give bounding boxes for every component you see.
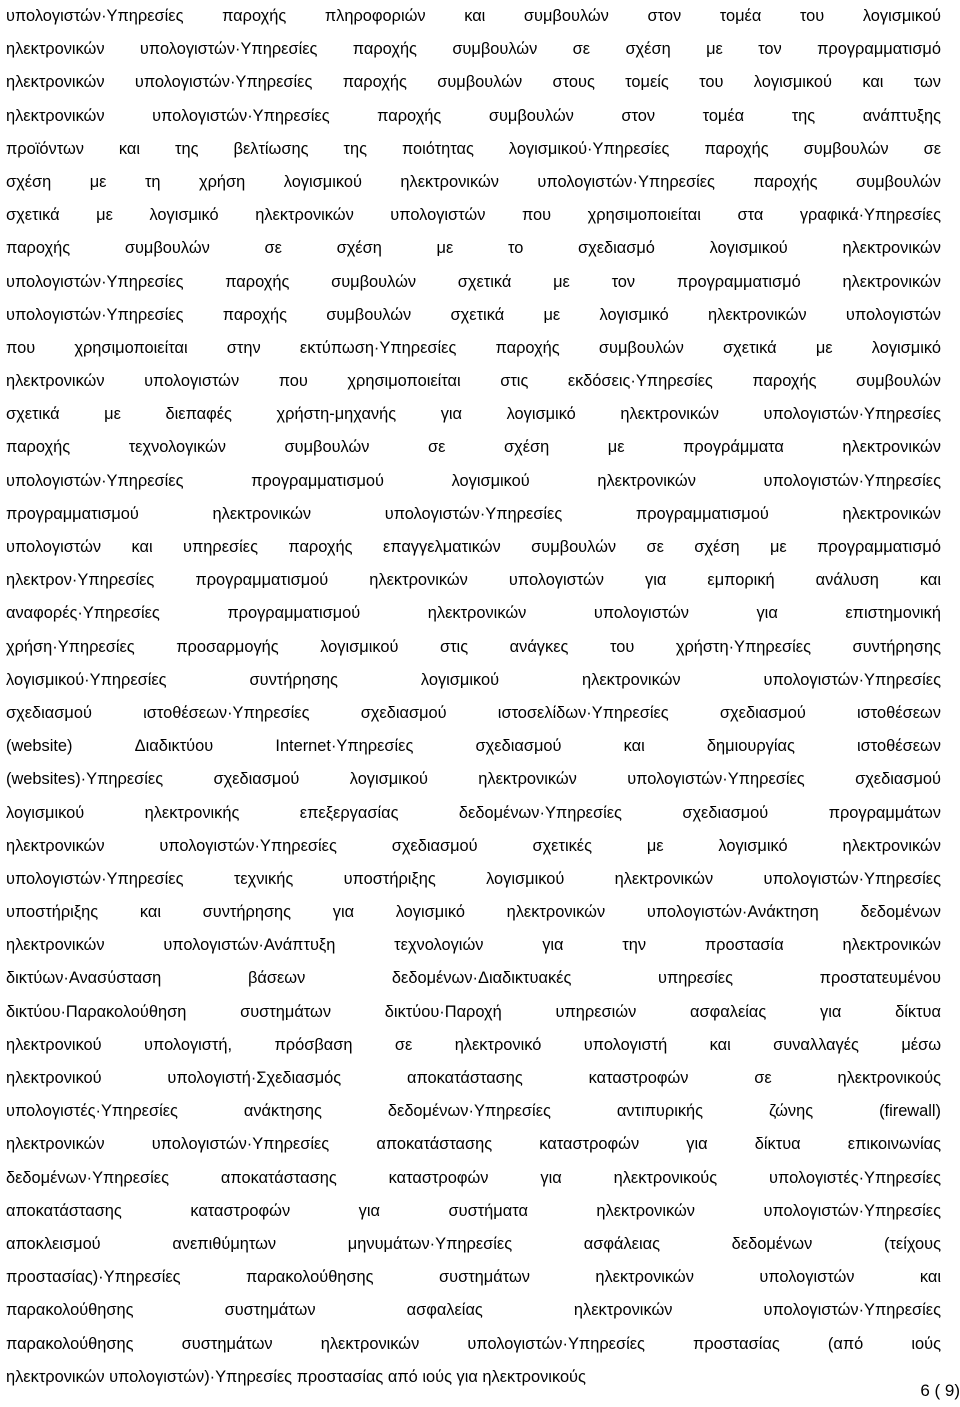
- text-line: αποκλεισμού ανεπιθύμητων μηνυμάτων·Υπηρεσίες ασφάλειας δεδομένων (τείχους: [6, 1234, 941, 1253]
- text-line: σχέση με τη χρήση λογισμικού ηλεκτρονικών υπολογιστών·Υπηρεσίες παροχής συμβουλών: [6, 172, 941, 191]
- text-line: λογισμικού ηλεκτρονικής επεξεργασίας δεδομένων·Υπηρεσίες σχεδιασμού προγραμμάτων: [6, 803, 941, 822]
- text-line: χρήση·Υπηρεσίες προσαρμογής λογισμικού στις ανάγκες του χρήστη·Υπηρεσίες συντήρησης: [6, 637, 941, 656]
- text-line: υποστήριξης και συντήρησης για λογισμικό ηλεκτρονικών υπολογιστών·Ανάκτηση δεδομένων: [6, 903, 941, 922]
- text-line: υπολογιστών·Υπηρεσίες παροχής πληροφοριών και συμβουλών στον τομέα του λογισμικού: [6, 7, 941, 25]
- text-line: σχετικά με λογισμικό ηλεκτρονικών υπολογιστών που χρησιμοποιείται στα γραφικά·Υπηρεσίες: [6, 206, 941, 225]
- text-line: ηλεκτρον·Υπηρεσίες προγραμματισμού ηλεκτρονικών υπολογιστών για εμπορική ανάλυση και: [6, 571, 941, 590]
- text-line: ηλεκτρονικών υπολογιστών·Υπηρεσίες παροχής συμβουλών στους τομείς του λογισμικού και των: [6, 73, 941, 92]
- text-line: προγραμματισμού ηλεκτρονικών υπολογιστών·Υπηρεσίες προγραμματισμού ηλεκτρονικών: [6, 504, 941, 523]
- text-line: ηλεκτρονικών υπολογιστών)·Υπηρεσίες προστασίας από ιούς για ηλεκτρονικούς: [6, 1367, 586, 1386]
- text-line: δεδομένων·Υπηρεσίες αποκατάστασης καταστροφών για ηλεκτρονικούς υπολογιστές·Υπηρεσίες: [6, 1168, 941, 1187]
- text-line: ηλεκτρονικών υπολογιστών·Υπηρεσίες παροχής συμβουλών στον τομέα της ανάπτυξης: [6, 106, 941, 125]
- text-line: (websites)·Υπηρεσίες σχεδιασμού λογισμικού ηλεκτρονικών υπολογιστών·Υπηρεσίες σχεδιασμού: [6, 770, 941, 789]
- text-line: λογισμικού·Υπηρεσίες συντήρησης λογισμικού ηλεκτρονικών υπολογιστών·Υπηρεσίες: [6, 670, 941, 689]
- text-line: (website) Διαδικτύου Internet·Υπηρεσίες σχεδιασμού και δημιουργίας ιστοθέσεων: [6, 737, 941, 756]
- text-line: ηλεκτρονικών υπολογιστών·Υπηρεσίες αποκατάστασης καταστροφών για δίκτυα επικοινωνίας: [6, 1135, 941, 1154]
- text-line: παρακολούθησης συστημάτων ηλεκτρονικών υπολογιστών·Υπηρεσίες προστασίας (από ιούς: [6, 1334, 941, 1353]
- text-line: σχετικά με διεπαφές χρήστη-μηχανής για λογισμικό ηλεκτρονικών υπολογιστών·Υπηρεσίες: [6, 405, 941, 424]
- text-line: ηλεκτρονικών υπολογιστών·Ανάπτυξη τεχνολογιών για την προστασία ηλεκτρονικών: [6, 936, 941, 955]
- text-line: παρακολούθησης συστημάτων ασφαλείας ηλεκτρονικών υπολογιστών·Υπηρεσίες: [6, 1301, 941, 1320]
- text-line: παροχής τεχνολογικών συμβουλών σε σχέση με προγράμματα ηλεκτρονικών: [6, 438, 941, 457]
- text-line: υπολογιστών·Υπηρεσίες τεχνικής υποστήριξης λογισμικού ηλεκτρονικών υπολογιστών·Υπηρεσίες: [6, 869, 941, 888]
- text-line: δικτύων·Ανασύσταση βάσεων δεδομένων·Διαδικτυακές υπηρεσίες προστατευμένου: [6, 969, 941, 988]
- text-line: προϊόντων και της βελτίωσης της ποιότητας λογισμικού·Υπηρεσίες παροχής συμβουλών σε: [6, 139, 941, 158]
- text-line: υπολογιστές·Υπηρεσίες ανάκτησης δεδομένων·Υπηρεσίες αντιπυρικής ζώνης (firewall): [6, 1102, 941, 1121]
- text-line: ηλεκτρονικού υπολογιστή·Σχεδιασμός αποκατάστασης καταστροφών σε ηλεκτρονικούς: [6, 1069, 941, 1087]
- text-line: ηλεκτρονικού υπολογιστή, πρόσβαση σε ηλεκτρονικό υπολογιστή και συναλλαγές μέσω: [6, 1035, 941, 1054]
- text-line: παροχής συμβουλών σε σχέση με το σχεδιασμό λογισμικού ηλεκτρονικών: [6, 239, 941, 258]
- document-body: [6, 0, 941, 1394]
- text-line: ηλεκτρονικών υπολογιστών·Υπηρεσίες παροχής συμβουλών σε σχέση με τον προγραμματισμό: [6, 40, 941, 59]
- text-line: δικτύου·Παρακολούθηση συστημάτων δικτύου·Παροχή υπηρεσιών ασφαλείας για δίκτυα: [6, 1002, 941, 1021]
- text-line: ηλεκτρονικών υπολογιστών·Υπηρεσίες σχεδιασμού σχετικές με λογισμικό ηλεκτρονικών: [6, 836, 941, 855]
- text-line: σχεδιασμού ιστοθέσεων·Υπηρεσίες σχεδιασμού ιστοσελίδων·Υπηρεσίες σχεδιασμού ιστοθέσεων: [6, 703, 941, 722]
- text-line: υπολογιστών και υπηρεσίες παροχής επαγγελματικών συμβουλών σε σχέση με προγραμματισμό: [6, 538, 941, 556]
- text-line: υπολογιστών·Υπηρεσίες παροχής συμβουλών σχετικά με τον προγραμματισμό ηλεκτρονικών: [6, 272, 941, 291]
- text-line: προστασίας)·Υπηρεσίες παρακολούθησης συστημάτων ηλεκτρονικών υπολογιστών και: [6, 1268, 941, 1287]
- text-line: ηλεκτρονικών υπολογιστών που χρησιμοποιείται στις εκδόσεις·Υπηρεσίες παροχής συμβουλών: [6, 372, 941, 391]
- page-number: 6 ( 9): [920, 1381, 960, 1400]
- text-line: αποκατάστασης καταστροφών για συστήματα ηλεκτρονικών υπολογιστών·Υπηρεσίες: [6, 1201, 941, 1220]
- text-line: που χρησιμοποιείται στην εκτύπωση·Υπηρεσίες παροχής συμβουλών σχετικά με λογισμικό: [6, 338, 941, 357]
- text-line: υπολογιστών·Υπηρεσίες προγραμματισμού λογισμικού ηλεκτρονικών υπολογιστών·Υπηρεσίες: [6, 471, 941, 490]
- text-line: υπολογιστών·Υπηρεσίες παροχής συμβουλών σχετικά με λογισμικό ηλεκτρονικών υπολογιστών: [6, 305, 941, 324]
- text-line: αναφορές·Υπηρεσίες προγραμματισμού ηλεκτρονικών υπολογιστών για επιστημονική: [6, 604, 941, 623]
